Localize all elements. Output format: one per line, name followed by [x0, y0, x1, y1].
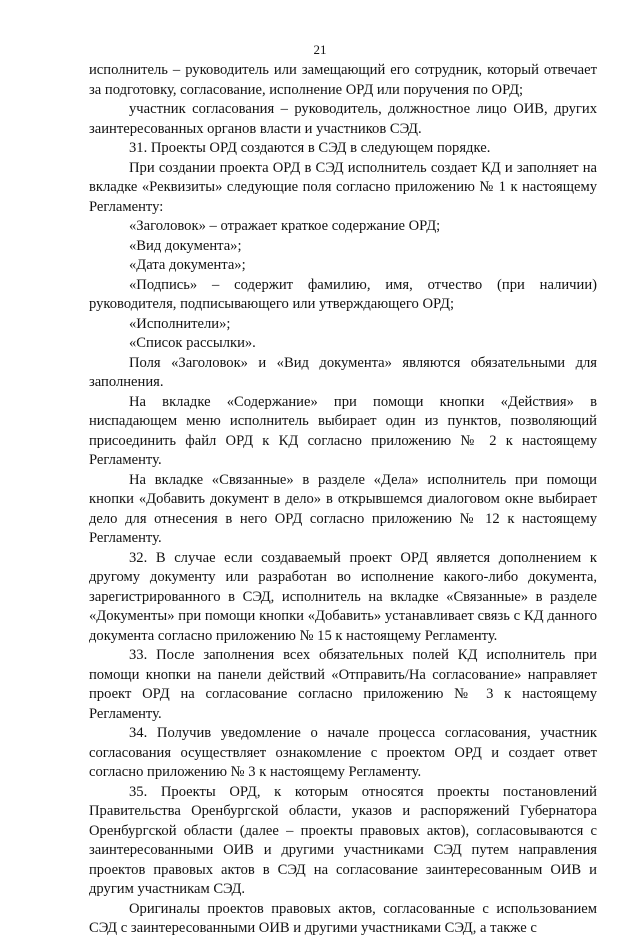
paragraph-originals: Оригиналы проектов правовых актов, согласованные с использованием СЭД с заинтересованными ОИВ и другими участниками СЭД, а также с: [89, 900, 597, 936]
document-body: [89, 61, 597, 939]
paragraph-item-35: 35. Проекты ОРД, к которым относятся проекты постановлений Правительства Оренбургской области, указов и распоряжений Губернатора Оренбургской области (далее – проекты правовых актов), согласовываются с заинтересованными ОИВ и другими участниками СЭД путем направления проектов правовых актов в СЭД на согласование заинтересованным ОИВ и другим участникам СЭД.: [89, 783, 597, 897]
paragraph-creation-procedure: При создании проекта ОРД в СЭД исполнитель создает КД и заполняет на вкладке «Реквизиты» следующие поля согласно приложению № 1 к настоящему Регламенту:: [89, 159, 597, 215]
paragraph-item-33: 33. После заполнения всех обязательных полей КД исполнитель при помощи кнопки на панели действий «Отправить/На согласование» направляет проект ОРД на согласование согласно приложению № 3 к настоящему Регламенту.: [89, 647, 597, 722]
paragraph-content-tab: На вкладке «Содержание» при помощи кнопки «Действия» в ниспадающем меню исполнитель выбирает один из пунктов, позволяющий присоединить файл ОРД к КД согласно приложению № 2 к настоящему Регламенту.: [89, 393, 597, 468]
paragraph-item-32: 32. В случае если создаваемый проект ОРД является дополнением к другому документу или разработан во исполнение какого-либо документа, зарегистрированного в СЭД, исполнитель на вкладке «Связанные» в разделе «Документы» при помощи кнопки «Добавить» устанавливает связь с КД данного документа согласно приложению № 15 к настоящему Регламенту.: [89, 549, 597, 644]
paragraph-executor-definition: исполнитель – руководитель или замещающий его сотрудник, который отвечает за подготовку, согласование, исполнение ОРД или поручения по ОРД;: [89, 62, 597, 98]
field-document-type: «Вид документа»;: [129, 237, 242, 254]
paragraph-item-31: 31. Проекты ОРД создаются в СЭД в следующем порядке.: [129, 140, 491, 156]
field-signature: «Подпись» – содержит фамилию, имя, отчество (при наличии) руководителя, подписывающего или утверждающего ОРД;: [89, 276, 597, 312]
field-executors: «Исполнители»;: [129, 315, 231, 332]
paragraph-participant-definition: участник согласования – руководитель, должностное лицо ОИВ, других заинтересованных органов власти и участников СЭД.: [89, 101, 597, 137]
paragraph-required-fields: Поля «Заголовок» и «Вид документа» являются обязательными для заполнения.: [89, 354, 597, 390]
page-number: 21: [313, 42, 327, 57]
field-document-date: «Дата документа»;: [129, 257, 246, 273]
field-distribution-list: «Список рассылки».: [129, 335, 256, 351]
field-title: «Заголовок» – отражает краткое содержание ОРД;: [129, 218, 441, 234]
paragraph-item-34: 34. Получив уведомление о начале процесса согласования, участник согласования осуществляет ознакомление с проектом ОРД и создает ответ согласно приложению № 3 к настоящему Регламенту.: [89, 725, 597, 780]
paragraph-related-tab: На вкладке «Связанные» в разделе «Дела» исполнитель при помощи кнопки «Добавить документ в дело» в открывшемся диалоговом окне выбирает дело для отнесения в него ОРД согласно приложению № 12 к настоящему Регламенту.: [89, 471, 597, 546]
